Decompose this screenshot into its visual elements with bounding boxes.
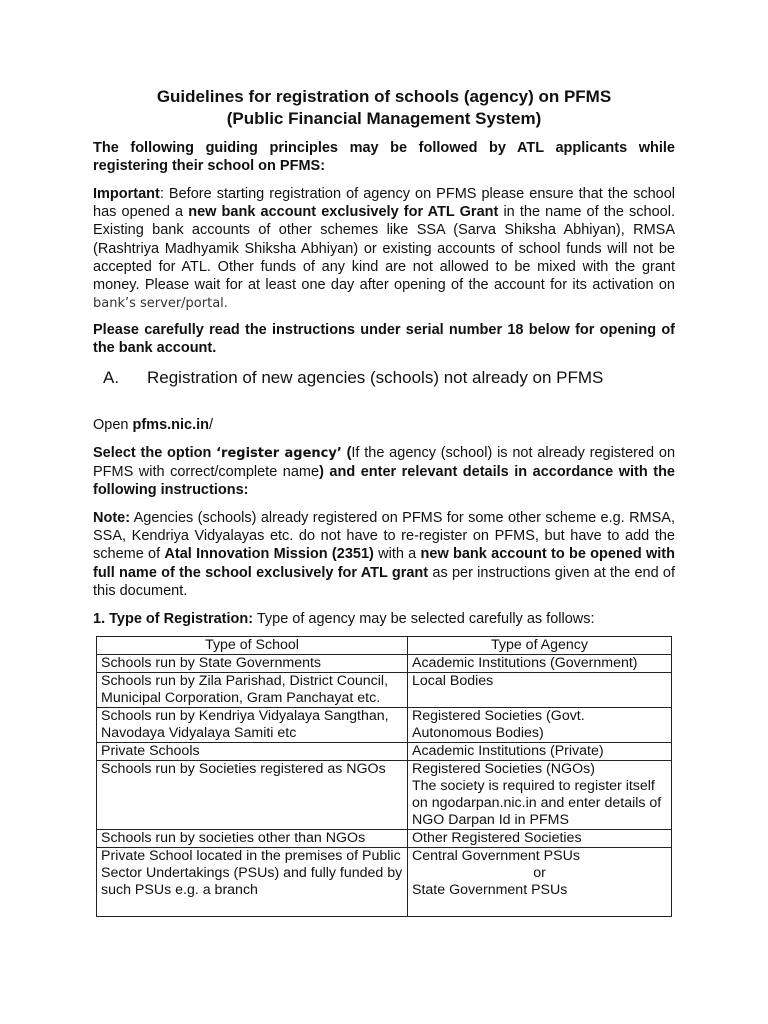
agency-text: Central Government PSUs — [412, 848, 580, 864]
open-prefix: Open — [93, 417, 133, 433]
note-bold-2: new bank account to be opened with full name of the school exclusively for ATL grant — [93, 546, 675, 581]
table-header-row — [97, 637, 672, 655]
read-instructions-paragraph — [93, 321, 675, 357]
agency-cell: Academic Institutions (Private) — [408, 743, 672, 761]
read-instructions-text: Please carefully read the instructions under serial number 18 below for opening of the bank account. — [93, 322, 675, 357]
school-cell: Schools run by Societies registered as NGOs — [97, 761, 408, 830]
table-row — [97, 708, 672, 743]
type-registration-label: 1. Type of Registration: — [93, 611, 254, 627]
register-agency-option: ‘register agency’ — [216, 446, 342, 461]
type-registration-line — [93, 610, 675, 628]
note-text-2: with a — [373, 546, 421, 563]
important-paragraph — [93, 185, 675, 313]
agency-cell: Other Registered Societies — [408, 830, 672, 848]
agency-type-table — [96, 636, 672, 917]
intro-paragraph — [93, 139, 675, 175]
open-line — [93, 416, 675, 434]
important-text-2: in the name of the school. Existing bank accounts of other schemes like SSA (Sarva Shiksha Abhiyan), RMSA (Rashtriya Madhyamik Shiksha Abhiyan) or existing accounts of school funds will not be accepted for ATL. Other funds of any kind are not allowed to be mixed with the grant money. Please wait for at least one day after opening of the account for its activation on — [93, 204, 675, 294]
type-registration-text: Type of agency may be selected carefully as follows: — [253, 611, 595, 627]
school-cell: Schools run by Zila Parishad, District Council, Municipal Corporation, Gram Panchayat etc. — [97, 673, 408, 708]
section-a-title: Registration of new agencies (schools) not already on PFMS — [147, 368, 604, 387]
doc-title-line1: Guidelines for registration of schools (agency) on PFMS — [156, 87, 612, 106]
pfms-link[interactable]: pfms.nic.in — [132, 417, 210, 433]
agency-cell: Local Bodies — [408, 673, 672, 708]
agency-cell: Academic Institutions (Government) — [408, 655, 672, 673]
note-bold-1: Atal Innovation Mission (2351) — [164, 546, 374, 563]
header-type-of-school: Type of School — [97, 637, 408, 655]
agency-cell — [408, 848, 672, 917]
table-row — [97, 830, 672, 848]
select-bold-3: ( — [341, 445, 352, 461]
note-paragraph — [93, 509, 675, 600]
school-cell: Schools run by State Governments — [97, 655, 408, 673]
school-cell: Private Schools — [97, 743, 408, 761]
important-text-3: bank’s server/portal. — [93, 296, 228, 312]
agency-alt: State Government PSUs — [412, 882, 568, 898]
doc-title-line2: (Public Financial Management System) — [226, 109, 542, 128]
select-bold-4: ) and enter relevant details in accordance with the following instructions: — [93, 464, 675, 499]
select-option-paragraph — [93, 444, 675, 500]
select-text-1: If the agency (school) is not already registered on PFMS with correct/complete name — [93, 445, 676, 481]
table-row — [97, 673, 672, 708]
important-bold-1: new bank account exclusively for ATL Grant — [188, 204, 499, 221]
school-cell: Schools run by societies other than NGOs — [97, 830, 408, 848]
table-row — [97, 848, 672, 917]
table-row — [97, 743, 672, 761]
open-suffix: / — [209, 417, 214, 433]
school-cell: Private School located in the premises of Public Sector Undertakings (PSUs) and fully funded by such PSUs e.g. a branch — [97, 848, 408, 917]
intro-text: The following guiding principles may be followed by ATL applicants while registering their school on PFMS: — [93, 140, 675, 175]
table-row — [97, 655, 672, 673]
section-a-letter: A. — [103, 368, 120, 387]
important-text-1: : Before starting registration of agency on PFMS please ensure that the school has opened a — [93, 186, 675, 221]
agency-note: The society is required to register itself on ngodarpan.nic.in and enter details of NGO Darpan Id in PFMS — [412, 778, 662, 828]
select-bold-1: Select the option — [93, 445, 217, 461]
agency-cell: Registered Societies (Govt. Autonomous Bodies) — [408, 708, 672, 743]
agency-or: or — [533, 865, 546, 881]
agency-text: Registered Societies (NGOs) — [412, 761, 595, 777]
header-type-of-agency: Type of Agency — [408, 637, 672, 655]
school-cell: Schools run by Kendriya Vidyalaya Sangthan, Navodaya Vidyalaya Samiti etc — [97, 708, 408, 743]
table-row — [97, 761, 672, 830]
agency-cell — [408, 761, 672, 830]
note-text-1: Agencies (schools) already registered on PFMS for some other scheme e.g. RMSA, SSA, Kendriya Vidyalayas etc. do not have to re-register on PFMS, but have to add the scheme of — [93, 510, 675, 563]
important-label: Important — [93, 186, 160, 202]
note-text-3: as per instructions given at the end of this document. — [93, 564, 675, 599]
note-label: Note: — [93, 510, 131, 526]
